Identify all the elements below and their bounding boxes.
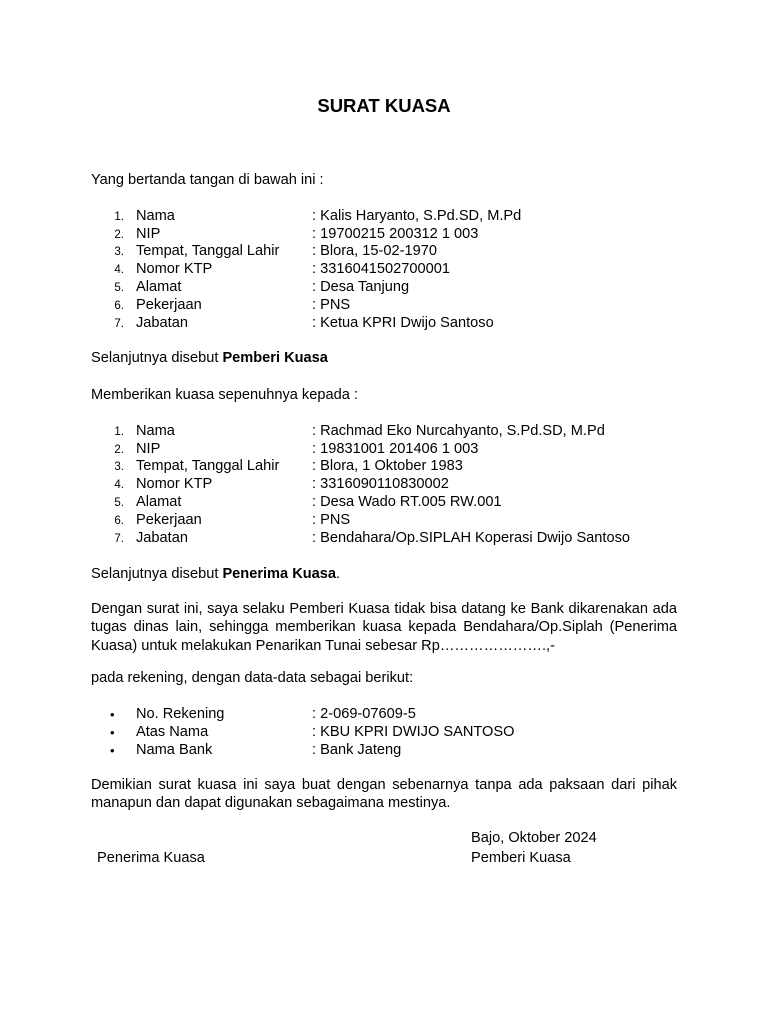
field-value: : Desa Wado RT.005 RW.001	[312, 494, 502, 510]
list-number: 2.	[114, 229, 124, 241]
field-value: : 19700215 200312 1 003	[312, 226, 479, 242]
field-value: : Blora, 1 Oktober 1983	[312, 458, 463, 474]
list-number: 5.	[114, 282, 124, 294]
receiver-note-suffix: .	[336, 566, 341, 582]
receiver-note-prefix: Selanjutnya disebut	[91, 566, 223, 582]
field-value: : KBU KPRI DWIJO SANTOSO	[312, 724, 515, 740]
field-value: : Bank Jateng	[312, 742, 402, 758]
bullet: •	[110, 743, 115, 758]
bullet: •	[110, 725, 115, 740]
field-label: Nomor KTP	[136, 476, 213, 492]
field-value: : Rachmad Eko Nurcahyanto, S.Pd.SD, M.Pd	[312, 423, 605, 439]
bullet: •	[110, 707, 115, 722]
field-value: : 2-069-07609-5	[312, 706, 416, 722]
grant-intro: Memberikan kuasa sepenuhnya kepada :	[91, 387, 358, 403]
field-value: : 3316041502700001	[312, 261, 450, 277]
field-label: Nama	[136, 208, 175, 224]
list-number: 6.	[114, 300, 124, 312]
closing-paragraph: Demikian surat kuasa ini saya buat dengan sebenarnya tanpa ada paksaan dari pihak manapun dan dapat digunakan sebagaimana mestinya.	[91, 777, 677, 812]
list-number: 2.	[114, 444, 124, 456]
field-label: NIP	[136, 226, 161, 242]
field-label: Nama	[136, 423, 175, 439]
field-value: : 3316090110830002	[312, 476, 449, 492]
list-number: 7.	[114, 533, 124, 545]
field-label: No. Rekening	[136, 706, 225, 722]
field-label: Alamat	[136, 494, 182, 510]
list-number: 5.	[114, 497, 124, 509]
field-label: Nama Bank	[136, 742, 213, 758]
list-number: 1.	[114, 211, 124, 223]
receiver-note	[91, 566, 340, 583]
list-number: 4.	[114, 264, 124, 276]
field-value: : Desa Tanjung	[312, 279, 410, 295]
place-date: Bajo, Oktober 2024	[471, 830, 597, 846]
field-value: : Blora, 15-02-1970	[312, 243, 437, 259]
field-label: Alamat	[136, 279, 182, 295]
giver-role: Pemberi Kuasa	[222, 350, 328, 366]
giver-note-prefix: Selanjutnya disebut	[91, 350, 223, 366]
list-number: 3.	[114, 246, 124, 258]
field-label: Nomor KTP	[136, 261, 213, 277]
field-label: Tempat, Tanggal Lahir	[136, 243, 280, 259]
receiver-role: Penerima Kuasa	[222, 566, 337, 582]
list-number: 1.	[114, 426, 124, 438]
list-number: 4.	[114, 479, 124, 491]
purpose-paragraph: Dengan surat ini, saya selaku Pemberi Kuasa tidak bisa datang ke Bank dikarenakan ada tugas dinas lain, sehingga memberikan kuasa kepada Bendahara/Op.Siplah (Penerima Kuasa) untuk melakukan Penarikan Tunai sebesar Rp………………….,-	[91, 601, 677, 654]
field-value: : PNS	[312, 512, 351, 528]
list-number: 6.	[114, 515, 124, 527]
list-number: 3.	[114, 461, 124, 473]
account-intro: pada rekening, dengan data-data sebagai berikut:	[91, 670, 414, 686]
field-label: Jabatan	[136, 530, 188, 546]
giver-note	[91, 350, 328, 367]
field-label: Pekerjaan	[136, 297, 202, 313]
intro-text: Yang bertanda tangan di bawah ini :	[91, 172, 324, 188]
field-value: : PNS	[312, 297, 351, 313]
field-label: NIP	[136, 441, 161, 457]
field-label: Pekerjaan	[136, 512, 202, 528]
field-value: : Kalis Haryanto, S.Pd.SD, M.Pd	[312, 208, 522, 224]
field-label: Atas Nama	[136, 724, 209, 740]
field-label: Tempat, Tanggal Lahir	[136, 458, 280, 474]
field-value: : 19831001 201406 1 003	[312, 441, 479, 457]
receiver-signature-label: Penerima Kuasa	[97, 850, 205, 866]
giver-signature-label: Pemberi Kuasa	[471, 850, 571, 866]
list-number: 7.	[114, 318, 124, 330]
field-label: Jabatan	[136, 315, 188, 331]
field-value: : Ketua KPRI Dwijo Santoso	[312, 315, 494, 331]
field-value: : Bendahara/Op.SIPLAH Koperasi Dwijo Santoso	[312, 530, 630, 546]
page-title: SURAT KUASA	[317, 95, 451, 116]
